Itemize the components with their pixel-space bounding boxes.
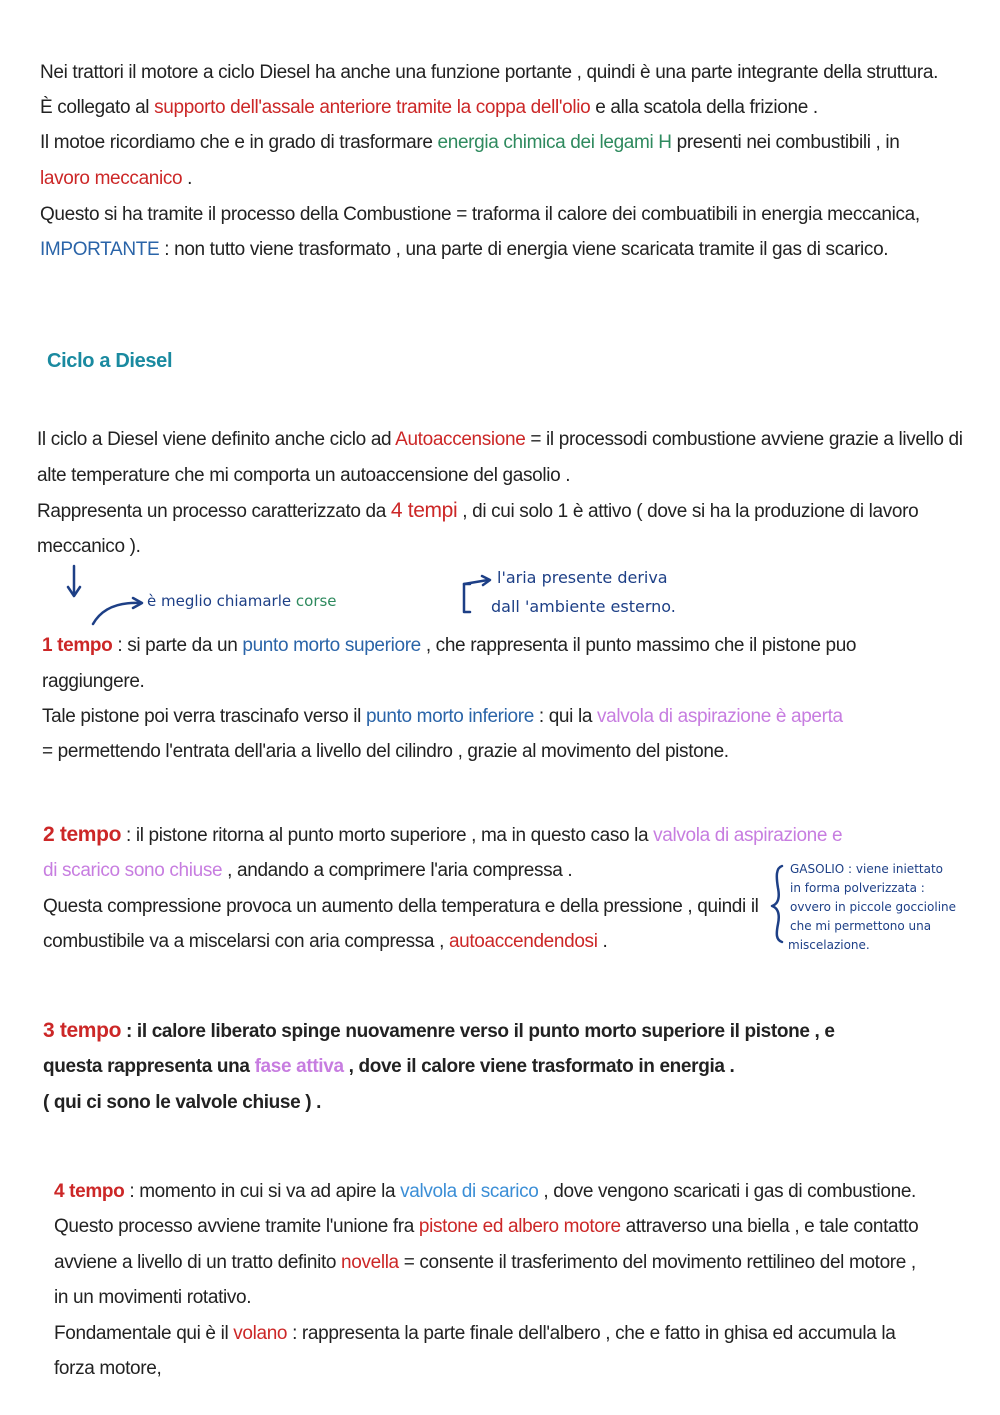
t2-line-2: di scarico sono chiuse , andando a comprimere l'aria compressa . — [43, 860, 573, 881]
t2-line-3: Questa compressione provoca un aumento della temperatura e della pressione , quindi il — [43, 896, 759, 917]
para-line-2: alte temperature che mi comporta un autoaccensione del gasolio . — [37, 465, 571, 486]
curved-arrow-icon — [93, 603, 140, 624]
note-gasolio-line-1: GASOLIO : viene iniettato — [790, 862, 943, 876]
t2-line-4: combustibile va a miscelarsi con aria compressa , autoaccendendosi . — [43, 931, 608, 952]
note-gasolio-line-5: miscelazione. — [788, 938, 870, 952]
intro-line-3: Il motoe ricordiamo che e in grado di trasformare energia chimica dei legami H presenti nei combustibili , in — [40, 132, 900, 153]
note-gasolio-line-3: ovvero in piccole goccioline — [790, 900, 957, 914]
highlight-violet: fase attiva — [254, 1056, 344, 1077]
highlight-red: supporto dell'assale anteriore tramite la coppa dell'olio — [154, 97, 591, 118]
t4-line-6: forza motore, — [54, 1358, 162, 1379]
curly-brace-icon — [772, 866, 782, 942]
intro-line-6: IMPORTANTE : non tutto viene trasformato , una parte di energia viene scaricata tramite il gas di scarico. — [40, 239, 889, 260]
highlight-blue: IMPORTANTE — [40, 239, 160, 260]
t4-line-3: avviene a livello di un tratto definito novella = consente il trasferimento del movimento rettilineo del motore , — [54, 1252, 916, 1273]
highlight-blue: valvola di scarico — [400, 1181, 539, 1202]
note-aria-line-1: l'aria presente deriva — [497, 568, 668, 587]
t1-line-3: Tale pistone poi verra trascinafo verso il punto morto inferiore : qui la valvola di aspirazione è aperta — [42, 706, 843, 727]
t3-line-3: ( qui ci sono le valvole chiuse ) . — [43, 1092, 322, 1113]
highlight-violet: valvola di aspirazione e — [653, 825, 843, 846]
t3-line-1: 3 tempo : il calore liberato spinge nuovamenre verso il punto morto superiore il pistone , e — [43, 1019, 835, 1042]
intro-line-2: È collegato al supporto dell'assale anteriore tramite la coppa dell'olio e alla scatola della frizione . — [40, 97, 818, 118]
intro-line-4: lavoro meccanico . — [40, 168, 193, 189]
highlight-violet: valvola di aspirazione è aperta — [596, 706, 843, 727]
t4-line-5: Fondamentale qui è il volano : rappresenta la parte finale dell'albero , che e fatto in ghisa ed accumula la — [54, 1323, 896, 1344]
tempo-label: 1 tempo — [42, 635, 113, 656]
t2-line-1: 2 tempo : il pistone ritorna al punto morto superiore , ma in questo caso la valvola di aspirazione e — [43, 823, 843, 846]
tempo-label: 3 tempo — [43, 1019, 122, 1042]
t3-line-2: questa rappresenta una fase attiva , dove il calore viene trasformato in energia . — [43, 1056, 735, 1077]
tempo-label: 4 tempo — [54, 1181, 125, 1202]
highlight-red: volano — [233, 1323, 288, 1344]
intro-line-1: Nei trattori il motore a ciclo Diesel ha anche una funzione portante , quindi è una parte integrante della struttura. — [40, 62, 938, 83]
highlight-red: pistone ed albero motore — [418, 1216, 621, 1237]
highlight-blue: punto morto inferiore — [365, 706, 534, 727]
t1-line-2: raggiungere. — [42, 671, 145, 692]
tempo-label: 2 tempo — [43, 823, 122, 846]
note-gasolio-line-4: che mi permettono una — [790, 919, 932, 933]
note-gasolio-line-2: in forma polverizzata : — [790, 881, 925, 895]
para-line-4: meccanico ). — [37, 536, 141, 557]
t1-line-4: = permettendo l'entrata dell'aria a livello del cilindro , grazie al movimento del pistone. — [42, 741, 729, 762]
t4-line-2: Questo processo avviene tramite l'unione fra pistone ed albero motore attraverso una biella , e tale contatto — [54, 1216, 919, 1237]
highlight-red: novella — [341, 1252, 399, 1273]
note-corse: è meglio chiamarle corse — [147, 592, 337, 610]
para-line-1: Il ciclo a Diesel viene definito anche ciclo ad Autoaccensione = il processodi combustione avviene grazie a livello di — [37, 429, 963, 450]
highlight-red: autoaccendendosi — [448, 931, 598, 952]
t1-line-1: 1 tempo : si parte da un punto morto superiore , che rappresenta il punto massimo che il pistone puo — [42, 635, 857, 656]
t4-line-4: in un movimenti rotativo. — [54, 1287, 252, 1308]
para-line-3: Rappresenta un processo caratterizzato da 4 tempi , di cui solo 1 è attivo ( dove si ha la produzione di lavoro — [37, 499, 919, 522]
highlight-red: Autoaccensione — [395, 429, 526, 450]
highlight-blue: punto morto superiore — [242, 635, 421, 656]
highlight-red: 4 tempi — [390, 499, 458, 522]
note-aria-line-2: dall 'ambiente esterno. — [491, 597, 676, 616]
bracket-icon — [464, 584, 470, 612]
intro-line-5: Questo si ha tramite il processo della Combustione = traforma il calore dei combuatibili in energia meccanica, — [40, 204, 920, 225]
highlight-violet: di scarico sono chiuse — [43, 860, 223, 881]
highlight-green: energia chimica dei legami H — [437, 132, 672, 153]
t4-line-1: 4 tempo : momento in cui si va ad apire la valvola di scarico , dove vengono scaricati i gas di combustione. — [54, 1181, 916, 1202]
section-heading: Ciclo a Diesel — [47, 350, 173, 372]
highlight-red: lavoro meccanico — [40, 168, 183, 189]
